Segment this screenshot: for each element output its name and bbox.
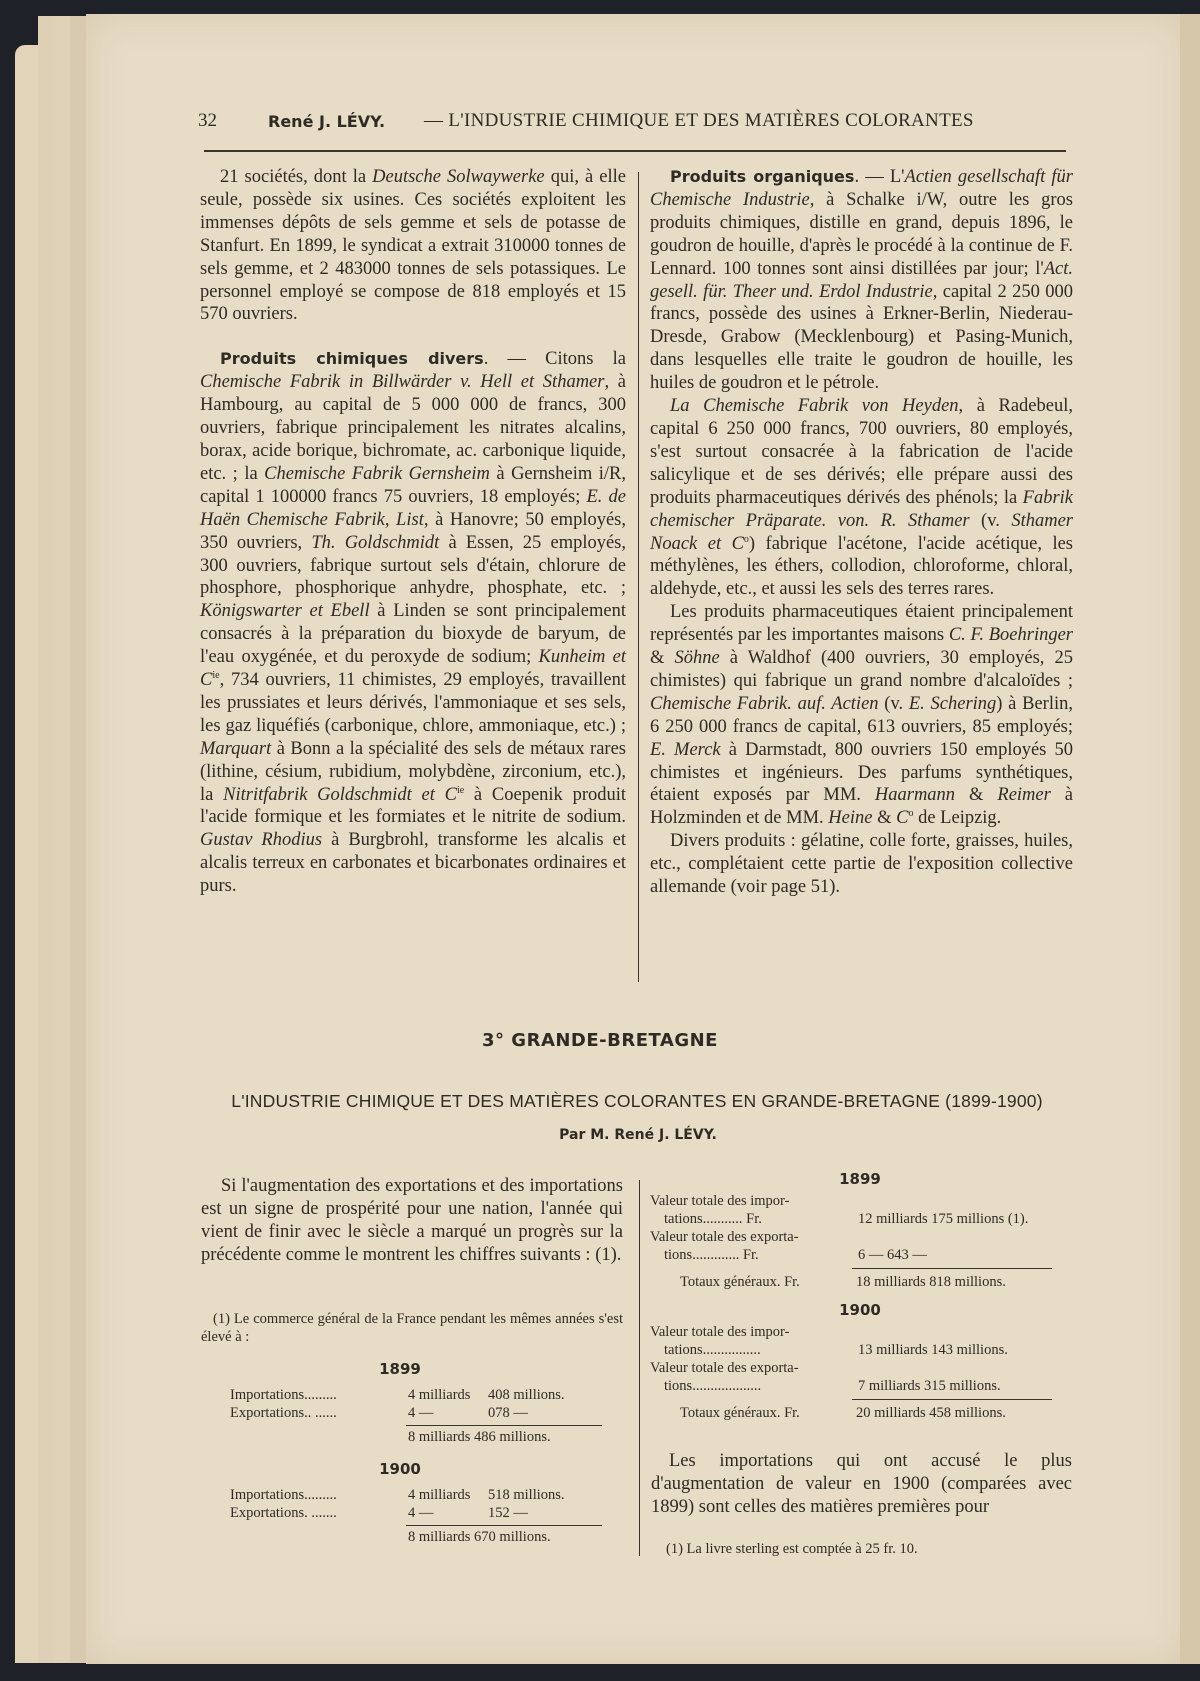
text-run: à Waldhof (400 ouvriers, 30 employés, 25 chimistes) qui fabrique un grand nombre d'alcaloïdes ; <box>650 648 1073 691</box>
text-run: à Essen, 25 employés, 300 ouvriers, fabrique surtout sels d'étain, chlorure de phosphore, phosphorique anhydre, phosphate, etc. ; <box>200 532 627 599</box>
header-title: — L'INDUSTRIE CHIMIQUE ET DES MATIÈRES COLORANTES <box>424 110 974 131</box>
text-run: , capital 2 250 000 francs, possède des usines à Erkner-Berlin, Niederau-Dresde, Grabow (Mecklenbourg) et Pasing-Munich, dans lesquelles elle traite le goudron de houille, les huiles de goudron et le pétrole. <box>650 281 1073 394</box>
header-author: René J. LÉVY. <box>268 112 386 131</box>
row-label-line1: Valeur totale des exporta- <box>650 1360 799 1376</box>
italic-text: Act. gesell. für. Theer und. Erdol Industrie <box>650 258 1073 302</box>
row-value: 12 milliards 175 millions (1). <box>858 1211 1029 1227</box>
row-value-milliards: 4 milliards <box>408 1487 471 1503</box>
intro-paragraph: Si l'augmentation des exportations et des importations est un signe de prospérité pour une nation, l'année qui vient de finir avec le siècle a marqué un progrès sur la précédente comme le montrent les chiffres suivants : (1). <box>201 1176 623 1265</box>
total-rule <box>852 1268 1052 1269</box>
italic-text: Königswarter et Ebell <box>200 601 370 622</box>
row-label-line1: Valeur totale des exporta- <box>650 1229 799 1245</box>
italic-text: La Chemische Fabrik von Heyden <box>670 396 959 417</box>
row-label-line2: tions................... <box>664 1378 762 1394</box>
text-run: , 734 ouvriers, 11 chimistes, 29 employés, travaillent les prussiates et leurs dérivés, l'ammoniaque et ses sels, les gaz liquéfiés (carbonique, chlore, ammoniaque, etc.) ; <box>200 670 626 736</box>
italic-text: Actien gesellschaft für Chemische Industrie <box>650 167 1074 210</box>
row-label-line2: tations................ <box>664 1342 761 1358</box>
closing-paragraph: Les importations qui ont accusé le plus d'augmentation de valeur en 1900 (comparées avec 1899) sont celles des matières premières pour <box>651 1451 1072 1517</box>
france-trade-tables <box>230 1360 630 1546</box>
paragraph <box>650 830 1073 899</box>
column-divider <box>638 172 639 982</box>
text-run: Divers produits : gélatine, colle forte, graisses, huiles, etc., complétaient cette partie de l'exposition collective allemande (voir page 51). <box>650 831 1073 898</box>
table-total-row <box>650 1404 1080 1422</box>
table-total-row <box>650 1273 1080 1291</box>
table-total: 18 milliards 818 millions. <box>856 1274 1006 1290</box>
italic-text: Chemische Fabrik. auf. Actien <box>650 693 879 714</box>
paragraph <box>200 348 626 898</box>
total-rule <box>406 1425 602 1426</box>
text-run: & <box>955 785 998 806</box>
text-run: (v. <box>878 693 909 714</box>
italic-text: Heine <box>828 808 873 829</box>
row-value-milliards: 4 — <box>408 1405 434 1421</box>
row-label-line1: Valeur totale des impor- <box>650 1324 790 1340</box>
uk-trade-tables <box>650 1170 1080 1422</box>
italic-text: Reimer <box>997 785 1051 806</box>
row-value-millions: 518 millions. <box>488 1487 565 1503</box>
italic-text: E. Schering <box>908 693 997 714</box>
text-run: à Gernsheim i/R, capital 1 100000 francs 75 ouvriers, 18 employés; <box>200 463 626 507</box>
total-label: Totaux généraux. Fr. <box>680 1405 800 1421</box>
text-run: , à Hambourg, au capital de 5 000 000 de francs, 300 ouvriers, fabrique principalement les nitrates alcalins, borax, acide borique, bichromate, ac. carbonique liquide, etc. ; la <box>200 372 626 484</box>
italic-text: Chemische Fabrik in Billwärder v. Hell et Sthamer <box>200 372 605 393</box>
row-label: Importations......... <box>230 1487 337 1503</box>
table-row <box>650 1246 1080 1264</box>
italic-text: Th. Goldschmidt <box>311 532 440 553</box>
row-value: 7 milliards 315 millions. <box>858 1378 1001 1394</box>
text-run: , à Schalke i/W, outre les gros produits chimiques, distille en grand, depuis 1896, le goudron de houille, d'après le procédé à la continue de F. Lennard. 100 tonnes sont ainsi distillées par jour; l' <box>650 189 1073 279</box>
italic-text: Haarmann <box>874 785 956 806</box>
superscript: o <box>743 533 749 545</box>
text-run: & <box>650 648 675 669</box>
table-row <box>230 1486 630 1504</box>
text-run: . — Citons la <box>483 349 626 370</box>
paragraph <box>200 166 626 326</box>
superscript: o <box>908 808 914 820</box>
text-run: (v. <box>969 510 1012 531</box>
text-run: 21 sociétés, dont la <box>220 167 373 187</box>
row-label-line2: tions............. Fr. <box>664 1247 759 1263</box>
text-run: Les produits pharmaceutiques étaient principalement représentés par les importantes maisons <box>650 602 1073 646</box>
total-label: Totaux généraux. Fr. <box>680 1274 800 1290</box>
table-total: 8 milliards 670 millions. <box>408 1529 551 1545</box>
table-row <box>650 1377 1080 1395</box>
table-row <box>650 1341 1080 1359</box>
page-number: 32 <box>198 110 217 131</box>
right-column <box>650 166 1073 899</box>
table-year: 1899 <box>839 1170 881 1188</box>
table-row <box>650 1210 1080 1228</box>
italic-text: Gustav Rhodius <box>200 830 323 851</box>
text-run: , à Radebeul, capital 6 250 000 francs, 700 ouvriers, 80 employés, s'est surtout consacrée à la fabrication de l'acide salicylique et de ses dérivés; elle prépare aussi des produits pharmaceutiques dérivés des phénols; la <box>650 396 1073 508</box>
text-run: à Bonn a la spécialité des sels de métaux rares (lithine, césium, rubidium, molybdène, zirconium, etc.), la <box>200 738 626 805</box>
row-value: 6 — 643 — <box>858 1247 927 1263</box>
header-rule <box>204 150 1066 152</box>
table-total: 8 milliards 486 millions. <box>408 1429 551 1445</box>
row-value-milliards: 4 milliards <box>408 1387 471 1403</box>
row-label-line1: Valeur totale des impor- <box>650 1193 790 1209</box>
row-value-millions: 078 — <box>488 1405 528 1421</box>
page-edge-right <box>1180 14 1200 1664</box>
table-row <box>230 1504 630 1522</box>
row-label-line2: tations........... Fr. <box>664 1211 762 1227</box>
italic-text: Kunheim et C <box>200 647 627 691</box>
text-run: & <box>872 808 897 829</box>
italic-text: Nitritfabrik Goldschmidt et C <box>223 784 457 805</box>
text-run: de Leipzig. <box>913 808 1002 829</box>
row-value: 13 milliards 143 millions. <box>858 1342 1008 1358</box>
table-year: 1900 <box>839 1301 881 1319</box>
row-label: Exportations.. ...... <box>230 1405 337 1421</box>
italic-text: Marquart <box>200 738 272 759</box>
table-row <box>230 1386 630 1404</box>
text-run: ) fabrique l'acétone, l'acide acétique, les méthylènes, les éthers, collodion, chloroforme, chloral, aldehyde, etc., et aussi les sels des terres rares. <box>650 533 1073 600</box>
run-in-heading: Produits organiques <box>670 167 855 186</box>
text-run: à Burgbrohl, transforme les alcalis et alcalis terreux en carbonates et bicarbonates ordinaires et purs. <box>200 830 626 897</box>
table-year: 1899 <box>379 1360 421 1378</box>
text-run: . — L' <box>854 167 905 187</box>
paragraph <box>650 395 1073 601</box>
left-column <box>200 166 626 898</box>
section-subtitle: L'INDUSTRIE CHIMIQUE ET DES MATIÈRES COLORANTES EN GRANDE-BRETAGNE (1899-1900) <box>231 1091 1043 1111</box>
row-value-millions: 408 millions. <box>488 1387 565 1403</box>
text-run: à Coepenik produit l'acide formique et les formiates et le nitrite de sodium. <box>200 784 627 828</box>
text-run: à Darmstadt, 800 ouvriers 150 employés 50 chimistes et ingénieurs. Des parfums synthétiques, étaient exposés par MM. <box>650 739 1074 806</box>
italic-text: C. F. Boehringer <box>948 625 1073 646</box>
row-label: Exportations. ....... <box>230 1505 337 1521</box>
text-run: à Holzminden et de MM. <box>650 785 1074 829</box>
superscript: ie <box>212 669 220 681</box>
text-run: à Linden se sont principalement consacrés à la préparation du bioxyde de baryum, de l'eau oxygénée, et du peroxyde de sodium; <box>200 601 626 668</box>
italic-text: C <box>896 808 909 829</box>
table-year: 1900 <box>379 1460 421 1478</box>
superscript: ie <box>456 784 465 796</box>
text-run: qui, à elle seule, possède six usines. Ces sociétés exploitent les immenses dépôts de sels gemme et sels de potasse de Stanfurt. En 1899, le syndicat a extrait 310000 tonnes de sels gemme, et 2 483000 tonnes de sels potassiques. Le personnel employé se compose de 818 employés et 15 570 ouvriers. <box>200 167 626 325</box>
footnote-france: (1) Le commerce général de la France pendant les mêmes années s'est élevé à : <box>201 1311 623 1345</box>
row-label: Importations......... <box>230 1387 337 1403</box>
text-run: , à Hanovre; 50 employés, 350 ouvriers, <box>200 509 626 553</box>
table-row <box>230 1404 630 1422</box>
italic-text: Fabrik chemischer Präparate. von. R. Sthamer <box>650 487 1073 531</box>
italic-text: E. Merck <box>650 739 721 760</box>
table-total: 20 milliards 458 millions. <box>856 1405 1006 1421</box>
text-run: ) à Berlin, 6 250 000 francs de capital, 613 ouvriers, 85 employés; <box>650 693 1073 737</box>
italic-text: E. de Haën Chemische Fabrik, List <box>200 486 626 530</box>
italic-text: Söhne <box>674 648 720 669</box>
row-value-milliards: 4 — <box>408 1505 434 1521</box>
paragraph <box>650 166 1073 395</box>
italic-text: Chemische Fabrik Gernsheim <box>264 463 490 484</box>
section-title: 3° GRANDE-BRETAGNE <box>482 1030 718 1051</box>
italic-text: Deutsche Solwaywerke <box>372 167 545 187</box>
footnote-sterling: (1) La livre sterling est comptée à 25 fr. 10. <box>666 1541 918 1557</box>
paragraph <box>650 601 1073 830</box>
italic-text: Sthamer Noack et C <box>650 510 1073 554</box>
total-rule <box>852 1399 1052 1400</box>
run-in-heading: Produits chimiques divers <box>220 349 484 369</box>
byline: Par M. René J. LÉVY. <box>559 1127 717 1143</box>
total-rule <box>406 1525 602 1526</box>
column-divider-bottom <box>639 1180 640 1556</box>
row-value-millions: 152 — <box>488 1505 528 1521</box>
